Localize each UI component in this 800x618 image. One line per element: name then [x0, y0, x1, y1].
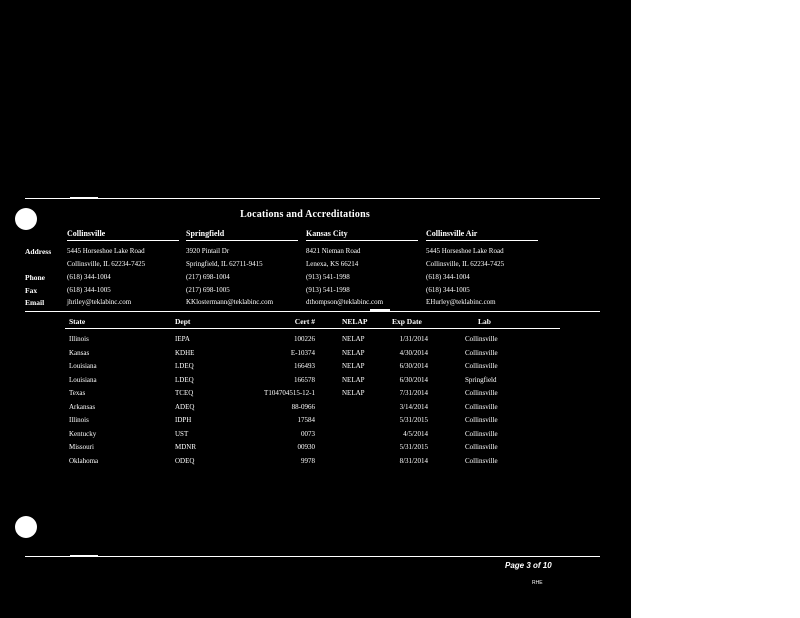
location-address-line1: 3920 Pintail Dr: [186, 247, 230, 255]
email-label: Email: [25, 298, 45, 307]
cell-exp-date: 5/31/2015: [399, 416, 428, 424]
cell-nelap: NELAP: [342, 375, 365, 384]
table-row: [65, 347, 560, 361]
table-row: [65, 333, 560, 347]
cell-cert: 17584: [297, 416, 315, 424]
cell-dept: IEPA: [175, 335, 190, 343]
cell-nelap: NELAP: [342, 348, 365, 357]
cell-state: Kentucky: [69, 429, 97, 438]
cell-nelap: NELAP: [342, 335, 365, 343]
cell-lab: Collinsville: [465, 402, 498, 411]
cell-lab: Collinsville: [465, 335, 498, 343]
table-row: [65, 360, 560, 374]
cell-lab: Springfield: [465, 375, 497, 384]
header-dept: Dept: [175, 317, 191, 326]
location-email: jhriley@teklabinc.com: [67, 298, 132, 306]
location-address-line2: Collinsville, IL 62234-7425: [426, 260, 505, 268]
page-stamp: RHE: [532, 580, 543, 586]
location-address-line2: Collinsville, IL 62234-7425: [67, 260, 146, 268]
cell-lab: Collinsville: [465, 429, 498, 438]
cell-dept: TCEQ: [175, 389, 194, 397]
cell-state: Arkansas: [69, 402, 96, 411]
location-address-line1: 5445 Horseshoe Lake Road: [426, 247, 504, 255]
page-number: Page 3 of 10: [505, 561, 552, 570]
cell-cert: 9978: [301, 456, 315, 465]
cell-dept: LDEQ: [175, 375, 194, 384]
cell-dept: KDHE: [175, 348, 195, 357]
cell-cert: T104704515-12-1: [264, 389, 315, 397]
location-phone: (913) 541-1998: [306, 273, 350, 281]
table-header-row: [65, 317, 560, 329]
location-fax: (913) 541-1998: [306, 286, 350, 294]
cell-exp-date: 6/30/2014: [399, 362, 428, 370]
cell-lab: Collinsville: [465, 389, 498, 397]
section-rule-mark: [370, 309, 390, 311]
cell-lab: Collinsville: [465, 348, 498, 357]
location-address-line1: 8421 Nieman Road: [306, 247, 361, 255]
section-rule: [25, 311, 600, 312]
page-title: Locations and Accreditations: [240, 209, 370, 220]
location-phone: (618) 344-1004: [67, 273, 111, 281]
cell-cert: 100226: [294, 335, 315, 343]
cell-exp-date: 7/31/2014: [399, 389, 428, 397]
location-fax: (618) 344-1005: [426, 286, 470, 294]
bottom-rule-mark: [70, 555, 98, 557]
cell-cert: 88-0966: [291, 402, 315, 411]
location-name: Collinsville: [67, 229, 179, 241]
location-fax: (618) 344-1005: [67, 286, 111, 294]
cell-exp-date: 4/30/2014: [399, 348, 428, 357]
top-rule: [25, 198, 600, 199]
fax-label: Fax: [25, 286, 38, 295]
location-email: KKlostermann@teklabinc.com: [186, 298, 274, 306]
cell-cert: 166578: [294, 375, 315, 384]
table-row: [65, 414, 560, 428]
cell-state: Missouri: [69, 443, 94, 451]
cell-dept: ODEQ: [175, 456, 195, 465]
phone-label: Phone: [25, 273, 46, 282]
cell-dept: UST: [175, 429, 189, 438]
top-rule-mark: [70, 197, 98, 199]
header-nelap: NELAP: [342, 317, 368, 326]
cell-lab: Collinsville: [465, 362, 498, 370]
header-exp-date: Exp Date: [392, 317, 422, 326]
location-name: Kansas City: [306, 229, 418, 241]
cell-lab: Collinsville: [465, 416, 498, 424]
table-row: [65, 428, 560, 442]
table-row: [65, 387, 560, 401]
location-phone: (618) 344-1004: [426, 273, 470, 281]
punch-hole: [15, 516, 37, 538]
cell-cert: 00930: [297, 443, 315, 451]
header-lab: Lab: [478, 317, 491, 326]
cell-state: Oklahoma: [69, 456, 99, 465]
cell-cert: 0073: [301, 429, 315, 438]
location-address-line2: Lenexa, KS 66214: [306, 260, 359, 268]
location-fax: (217) 698-1005: [186, 286, 230, 294]
cell-state: Texas: [69, 389, 86, 397]
cell-exp-date: 8/31/2014: [399, 456, 428, 465]
table-row: [65, 374, 560, 388]
location-address-line1: 5445 Horseshoe Lake Road: [67, 247, 145, 255]
cell-lab: Collinsville: [465, 456, 498, 465]
location-phone: (217) 698-1004: [186, 273, 230, 281]
cell-state: Louisiana: [69, 375, 97, 384]
location-email: EHurley@teklabinc.com: [426, 298, 496, 306]
table-row: [65, 455, 560, 469]
header-state: State: [69, 317, 86, 326]
cell-exp-date: 5/31/2015: [399, 443, 428, 451]
cell-exp-date: 6/30/2014: [399, 375, 428, 384]
cell-dept: LDEQ: [175, 362, 194, 370]
address-label: Address: [25, 247, 52, 256]
cell-exp-date: 3/14/2014: [399, 402, 428, 411]
table-row: [65, 401, 560, 415]
accreditation-table: [65, 317, 560, 468]
cell-nelap: NELAP: [342, 389, 365, 397]
table-row: [65, 441, 560, 455]
cell-cert: E-10374: [290, 348, 315, 357]
cell-state: Louisiana: [69, 362, 97, 370]
location-address-line2: Springfield, IL 62711-9415: [186, 260, 263, 268]
cell-state: Kansas: [69, 348, 90, 357]
location-email: dthompson@teklabinc.com: [306, 298, 384, 306]
cell-dept: MDNR: [175, 443, 197, 451]
cell-dept: ADEQ: [175, 402, 195, 411]
cell-state: Illinois: [69, 416, 89, 424]
cell-exp-date: 1/31/2014: [399, 335, 428, 343]
bottom-rule: [25, 556, 600, 557]
location-name: Collinsville Air: [426, 229, 538, 241]
cell-dept: IDPH: [175, 416, 192, 424]
cell-exp-date: 4/5/2014: [403, 429, 428, 438]
cell-lab: Collinsville: [465, 443, 498, 451]
location-name: Springfield: [186, 229, 298, 241]
cell-nelap: NELAP: [342, 362, 365, 370]
cell-state: Illinois: [69, 335, 89, 343]
header-cert: Cert #: [294, 317, 315, 326]
cell-cert: 166493: [294, 362, 315, 370]
